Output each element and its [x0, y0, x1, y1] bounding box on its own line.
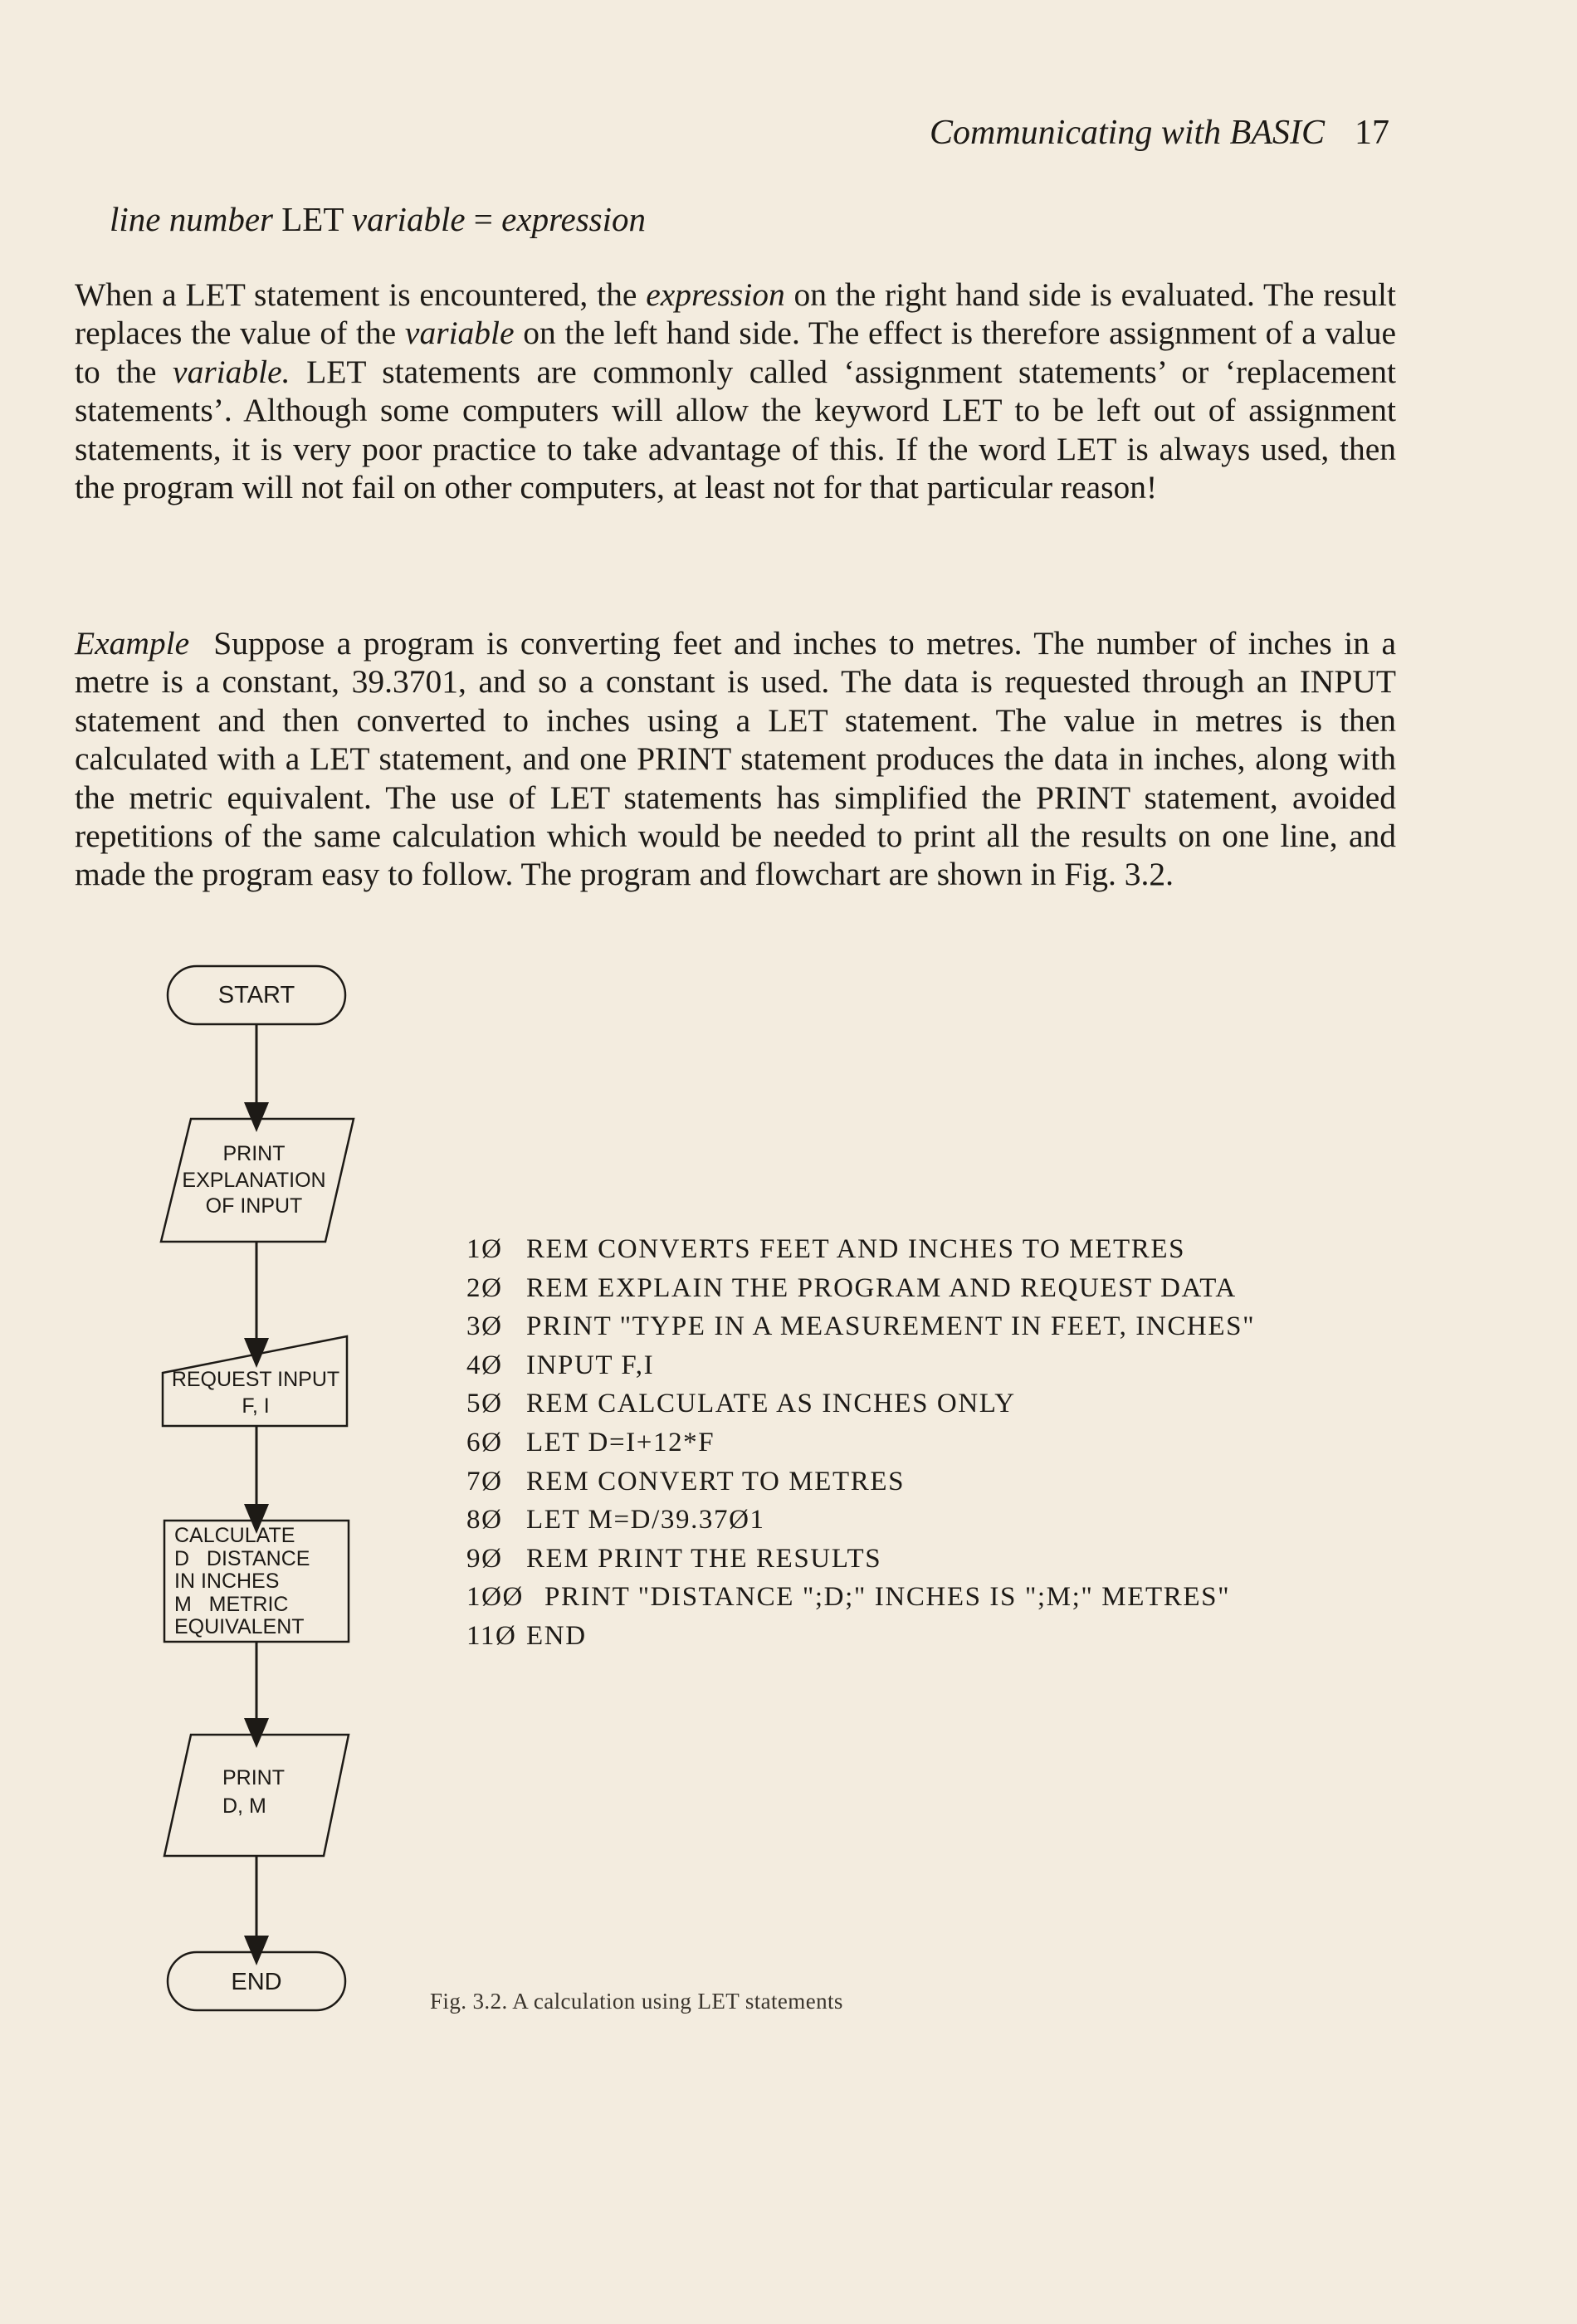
program-line-text: PRINT "DISTANCE ";D;" INCHES IS ";M;" METRES": [544, 1582, 1231, 1613]
print1-line-1: PRINT: [222, 1142, 286, 1165]
program-line: [466, 1501, 1255, 1540]
para1-emph-variable-2: variable.: [173, 353, 290, 390]
program-line-number: 9Ø: [466, 1543, 503, 1574]
end-label: END: [231, 1969, 282, 1995]
example-text: Suppose a program is converting feet and inches to metres. The number of inches in a metre is a constant, 39.3701, and so a constant is used. The data is requested through an INPUT statement and then converted to inches using a LET statement. The value in metres is then calculated with a LET statement, and one PRINT statement produces the data in inches, along with the metric equivalent. The use of LET statements has simplified the PRINT statement, avoided repetitions of the same calculation which would be needed to print all the results on one line, and made the program easy to follow. The program and flowchart are shown in Fig. 3.2.: [75, 625, 1396, 893]
program-line-text: END: [526, 1620, 587, 1651]
syntax-equals: =: [473, 200, 493, 238]
program-line-text: PRINT "TYPE IN A MEASUREMENT IN FEET, INCHES": [526, 1311, 1256, 1342]
program-line: [466, 1578, 1255, 1617]
calc-line-3: IN INCHES: [174, 1570, 280, 1593]
program-line-number: 8Ø: [466, 1505, 503, 1536]
print2-line-2: D, M: [222, 1794, 266, 1818]
calc-line-2: D DISTANCE: [174, 1547, 310, 1570]
program-line-text: LET D=I+12*F: [526, 1427, 715, 1457]
program-line: [466, 1617, 1255, 1656]
calc-line-4: M METRIC: [174, 1593, 289, 1616]
figure-caption: Fig. 3.2. A calculation using LET statements: [430, 1989, 843, 2014]
running-title: Communicating with BASIC: [930, 114, 1325, 152]
program-line-text: REM CONVERTS FEET AND INCHES TO METRES: [526, 1234, 1186, 1264]
program-line: [466, 1346, 1255, 1385]
program-line: [466, 1384, 1255, 1423]
program-line-number: 1ØØ: [466, 1582, 524, 1613]
calc-line-1: CALCULATE: [174, 1524, 295, 1547]
start-label: START: [217, 982, 295, 1008]
program-line: [466, 1230, 1255, 1269]
request-line-2: F, I: [242, 1394, 270, 1418]
page-number: 17: [1355, 114, 1389, 152]
syntax-variable: variable: [351, 200, 466, 238]
program-line-number: 4Ø: [466, 1350, 503, 1380]
para1-text-4: LET statements are commonly called ‘assignment statements’ or ‘replacement statements’. Although some computers will allow the keyword LET to be left out of assignment statements, it is very poor practice to take advantage of this. If the word LET is always used, then the program will not fail on other computers, at least not for that particular reason!: [75, 353, 1397, 506]
program-line-number: 3Ø: [466, 1311, 503, 1342]
program-line-number: 1Ø: [466, 1234, 503, 1264]
program-line-number: 7Ø: [466, 1466, 503, 1496]
example-lead: Example: [75, 625, 190, 662]
program-listing: [466, 1230, 1255, 1656]
program-line: [466, 1423, 1255, 1462]
program-line-text: REM EXPLAIN THE PROGRAM AND REQUEST DATA: [526, 1272, 1237, 1303]
print2-line-1: PRINT: [222, 1766, 285, 1789]
program-line-text: REM CONVERT TO METRES: [526, 1466, 906, 1496]
calc-line-5: EQUIVALENT: [174, 1615, 305, 1638]
print1-line-3: OF INPUT: [205, 1194, 303, 1218]
program-line: [466, 1307, 1255, 1346]
program-line-text: LET M=D/39.37Ø1: [526, 1505, 765, 1536]
program-line-text: REM CALCULATE AS INCHES ONLY: [526, 1389, 1016, 1419]
program-line-number: 6Ø: [466, 1427, 503, 1457]
para1-text-3: on the left hand side. The effect is therefore assignment of a value to the: [75, 315, 1396, 390]
request-line-1: REQUEST INPUT: [171, 1368, 340, 1391]
program-line-number: 11Ø: [466, 1620, 517, 1651]
para1-emph-variable: variable: [404, 315, 515, 352]
program-line-number: 2Ø: [466, 1272, 503, 1303]
para1-text-2: on the right hand side is evaluated. The result replaces the value of the: [75, 276, 1396, 352]
program-line: [466, 1540, 1255, 1579]
program-line: [466, 1462, 1255, 1501]
syntax-let-keyword: LET: [281, 200, 344, 238]
program-line-number: 5Ø: [466, 1389, 503, 1419]
program-line: [466, 1269, 1255, 1308]
syntax-line-number: line number: [110, 200, 273, 238]
para1-text-1: When a LET statement is encountered, the: [75, 276, 647, 313]
print1-line-2: EXPLANATION: [182, 1169, 326, 1192]
program-line-text: REM PRINT THE RESULTS: [526, 1543, 882, 1574]
para1-emph-expression: expression: [646, 276, 785, 313]
syntax-expression: expression: [501, 200, 647, 238]
program-line-text: INPUT F,I: [526, 1350, 655, 1380]
